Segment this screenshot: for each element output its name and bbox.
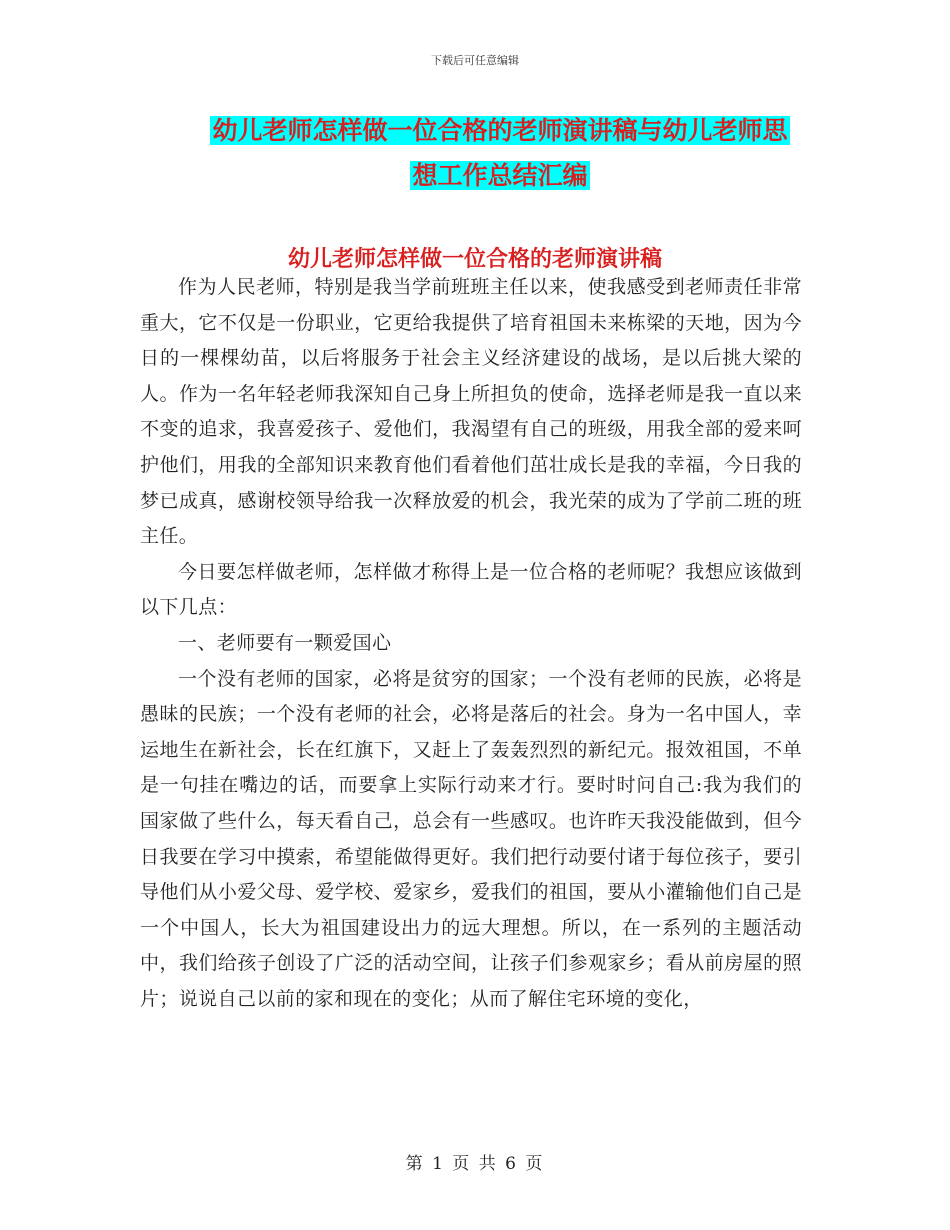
document-title-line-1: 幼儿老师怎样做一位合格的老师演讲稿与幼儿老师思: [212, 116, 788, 145]
page-indicator: 第 1 页 共 6 页: [405, 1154, 545, 1174]
paragraph: 今日要怎样做老师，怎样做才称得上是一位合格的老师呢？我想应该做到以下几点：: [140, 560, 802, 619]
paragraph: 一个没有老师的国家，必将是贫穷的国家；一个没有老师的民族，必将是愚昧的民族；一个没有老师的社会，必将是落后的社会。身为一名中国人，幸运地生在新社会，长在红旗下，又赶上了轰轰烈烈的新纪元。报效祖国，不单是一句挂在嘴边的话，而要拿上实际行动来才行。要时时问自己:我为我们的国家做了些什么，每天看自己，总会有一些感叹。也许昨天我没能做到，但今日我要在学习中摸索，希望能做得更好。我们把行动要付诸于每位孩子，要引导他们从小爱父母、爱学校、爱家乡，爱我们的祖国，要从小灌输他们自己是一个中国人，长大为祖国建设出力的远大理想。所以，在一系列的主题活动中，我们给孩子创设了广泛的活动空间，让孩子们参观家乡；看从前房屋的照片；说说自己以前的家和现在的变化；从而了解住宅环境的变化，: [140, 667, 802, 1010]
header-note: 下载后可任意编辑: [431, 54, 519, 67]
document-title-line-2: 想工作总结汇编: [412, 161, 588, 190]
document-title: [120, 108, 880, 198]
paragraph-heading: 一、老师要有一颗爱国心: [178, 631, 392, 654]
section-title: 幼儿老师怎样做一位合格的老师演讲稿: [287, 247, 662, 272]
document-body: [140, 270, 802, 1017]
paragraph: 作为人民老师，特别是我当学前班班主任以来，使我感受到老师责任非常重大，它不仅是一份职业，它更给我提供了培育祖国未来栋梁的天地，因为今日的一棵棵幼苗，以后将服务于社会主义经济建设的战场，是以后挑大梁的人。作为一名年轻老师我深知自己身上所担负的使命，选择老师是我一直以来不变的追求，我喜爱孩子、爱他们，我渴望有自己的班级，用我全部的爱来呵护他们，用我的全部知识来教育他们看着他们茁壮成长是我的幸福，今日我的梦已成真，感谢校领导给我一次释放爱的机会，我光荣的成为了学前二班的班主任。: [140, 276, 802, 548]
